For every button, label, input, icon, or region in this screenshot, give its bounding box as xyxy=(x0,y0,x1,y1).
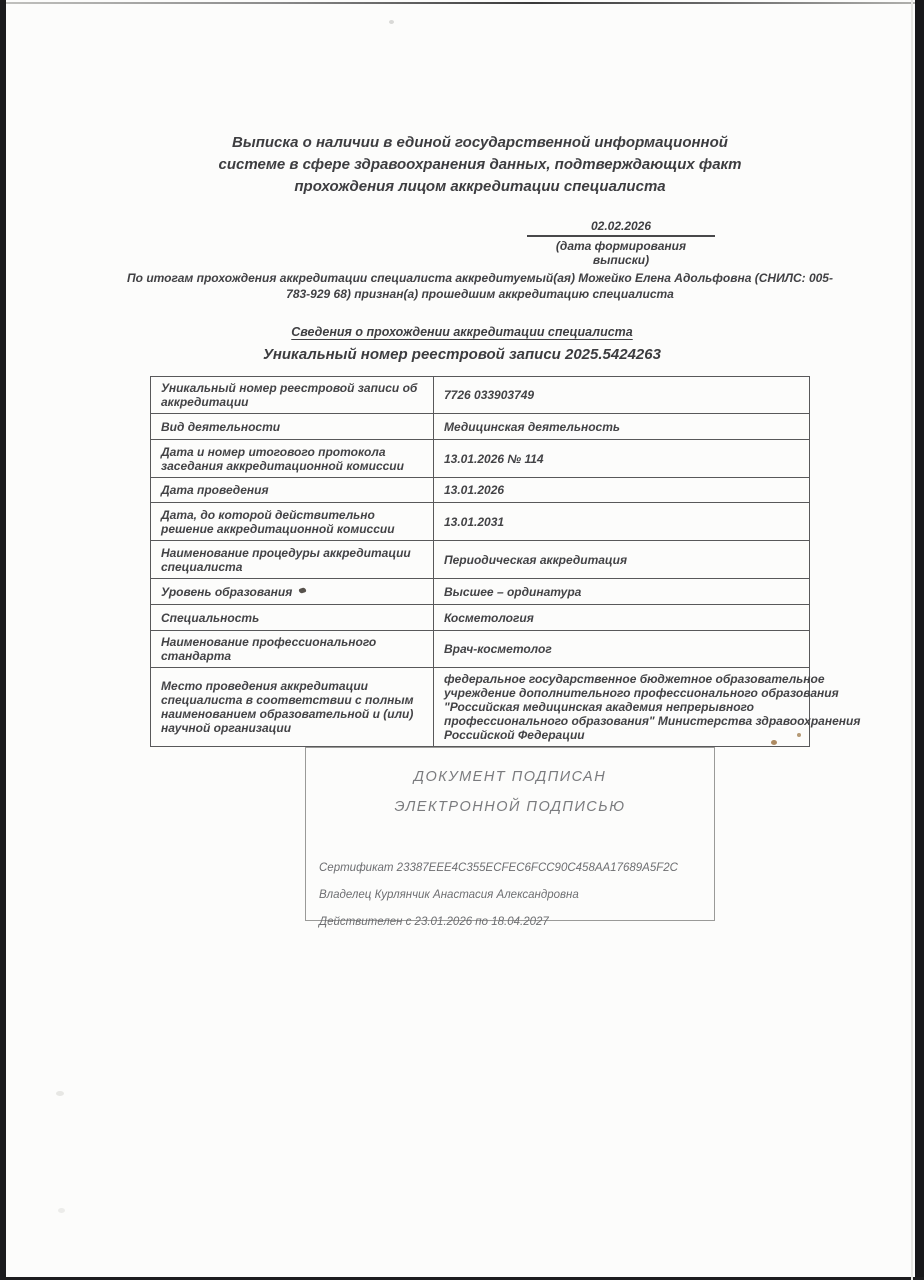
scan-speck xyxy=(56,1091,64,1096)
row-value: 13.01.2026 № 114 xyxy=(434,440,810,478)
table-row xyxy=(151,440,810,478)
row-label: Дата, до которой действительно решение аккредитационной комиссии xyxy=(151,503,434,541)
row-value: Периодическая аккредитация xyxy=(434,541,810,579)
row-label: Наименование процедуры аккредитации специалиста xyxy=(151,541,434,579)
extract-date-caption: (дата формирования выписки) xyxy=(555,239,687,267)
table-row xyxy=(151,668,810,747)
table-row xyxy=(151,414,810,440)
row-value xyxy=(434,668,861,747)
row-label: Специальность xyxy=(151,605,434,631)
scan-edge-top xyxy=(6,2,915,4)
extract-date: 02.02.2026 xyxy=(527,219,715,237)
title-line: системе в сфере здравоохранения данных, подтверждающих факт xyxy=(218,156,742,173)
row-label-text: Уровень образования xyxy=(161,584,293,599)
row-value-text: федеральное государственное бюджетное образовательное учреждение дополнительного профессионального образования "Российская медицинская академия непрерывного профессионального образования" Министерства здравоохранения Российской Федерации xyxy=(444,672,861,742)
row-label: Дата и номер итогового протокола заседания аккредитационной комиссии xyxy=(151,440,434,478)
accreditation-table xyxy=(150,376,861,747)
signature-validity: Действителен с 23.01.2026 по 18.04.2027 xyxy=(319,916,549,928)
title-line: прохождения лицом аккредитации специалиста xyxy=(294,178,666,195)
signature-owner: Владелец Курлянчик Анастасия Александровна xyxy=(319,889,579,901)
signature-details xyxy=(319,862,714,928)
signature-heading xyxy=(306,762,714,822)
row-value: 13.01.2031 xyxy=(434,503,810,541)
section-heading xyxy=(0,325,924,339)
electronic-signature-stamp xyxy=(305,747,715,928)
registry-number-line: Уникальный номер реестровой записи 2025.5424263 xyxy=(263,346,661,363)
table-row xyxy=(151,631,810,668)
row-label: Наименование профессионального стандарта xyxy=(151,631,434,668)
extract-date-block xyxy=(527,219,715,267)
intro-line: 783-929 68) признан(а) прошедшим аккредитацию специалиста xyxy=(286,287,674,301)
row-value: 7726 033903749 xyxy=(434,377,810,414)
row-label xyxy=(151,579,434,605)
row-value: Медицинская деятельность xyxy=(434,414,810,440)
section-heading-text: Сведения о прохождении аккредитации специалиста xyxy=(291,325,633,339)
intro-line: По итогам прохождения аккредитации специалиста аккредитуемый(ая) Можейко Елена Адольфовна (СНИЛС: 005- xyxy=(127,271,833,285)
table-row xyxy=(151,478,810,503)
table-row xyxy=(151,605,810,631)
scan-speck xyxy=(771,740,777,745)
intro-paragraph xyxy=(92,270,868,302)
ink-speck xyxy=(299,587,307,594)
row-label: Вид деятельности xyxy=(151,414,434,440)
title-line: Выписка о наличии в единой государственной информационной xyxy=(232,134,728,151)
signature-heading-line: ЭЛЕКТРОННОЙ ПОДПИСЬЮ xyxy=(394,799,626,815)
row-value: 13.01.2026 xyxy=(434,478,810,503)
row-label: Дата проведения xyxy=(151,478,434,503)
scan-speck xyxy=(797,733,801,737)
table-row xyxy=(151,579,810,605)
table-row xyxy=(151,503,810,541)
document-title xyxy=(102,132,858,198)
scan-speck xyxy=(389,20,394,24)
signature-certificate: Сертификат 23387EEE4C355ECFEC6FCC90C458AA17689A5F2C xyxy=(319,862,678,874)
row-value: Высшее – ординатура xyxy=(434,579,810,605)
row-label: Место проведения аккредитации специалиста в соответствии с полным наименованием образовательной и (или) научной организации xyxy=(151,668,434,747)
row-value: Врач-косметолог xyxy=(434,631,810,668)
signature-heading-line: ДОКУМЕНТ ПОДПИСАН xyxy=(413,769,607,785)
table-row xyxy=(151,541,810,579)
scan-edge-left xyxy=(0,0,6,1280)
page-edge-shadow xyxy=(911,0,913,1280)
table-row xyxy=(151,377,810,414)
row-value: Косметология xyxy=(434,605,810,631)
scan-speck xyxy=(58,1208,65,1213)
row-label: Уникальный номер реестровой записи об аккредитации xyxy=(151,377,434,414)
scan-edge-right xyxy=(915,0,924,1280)
